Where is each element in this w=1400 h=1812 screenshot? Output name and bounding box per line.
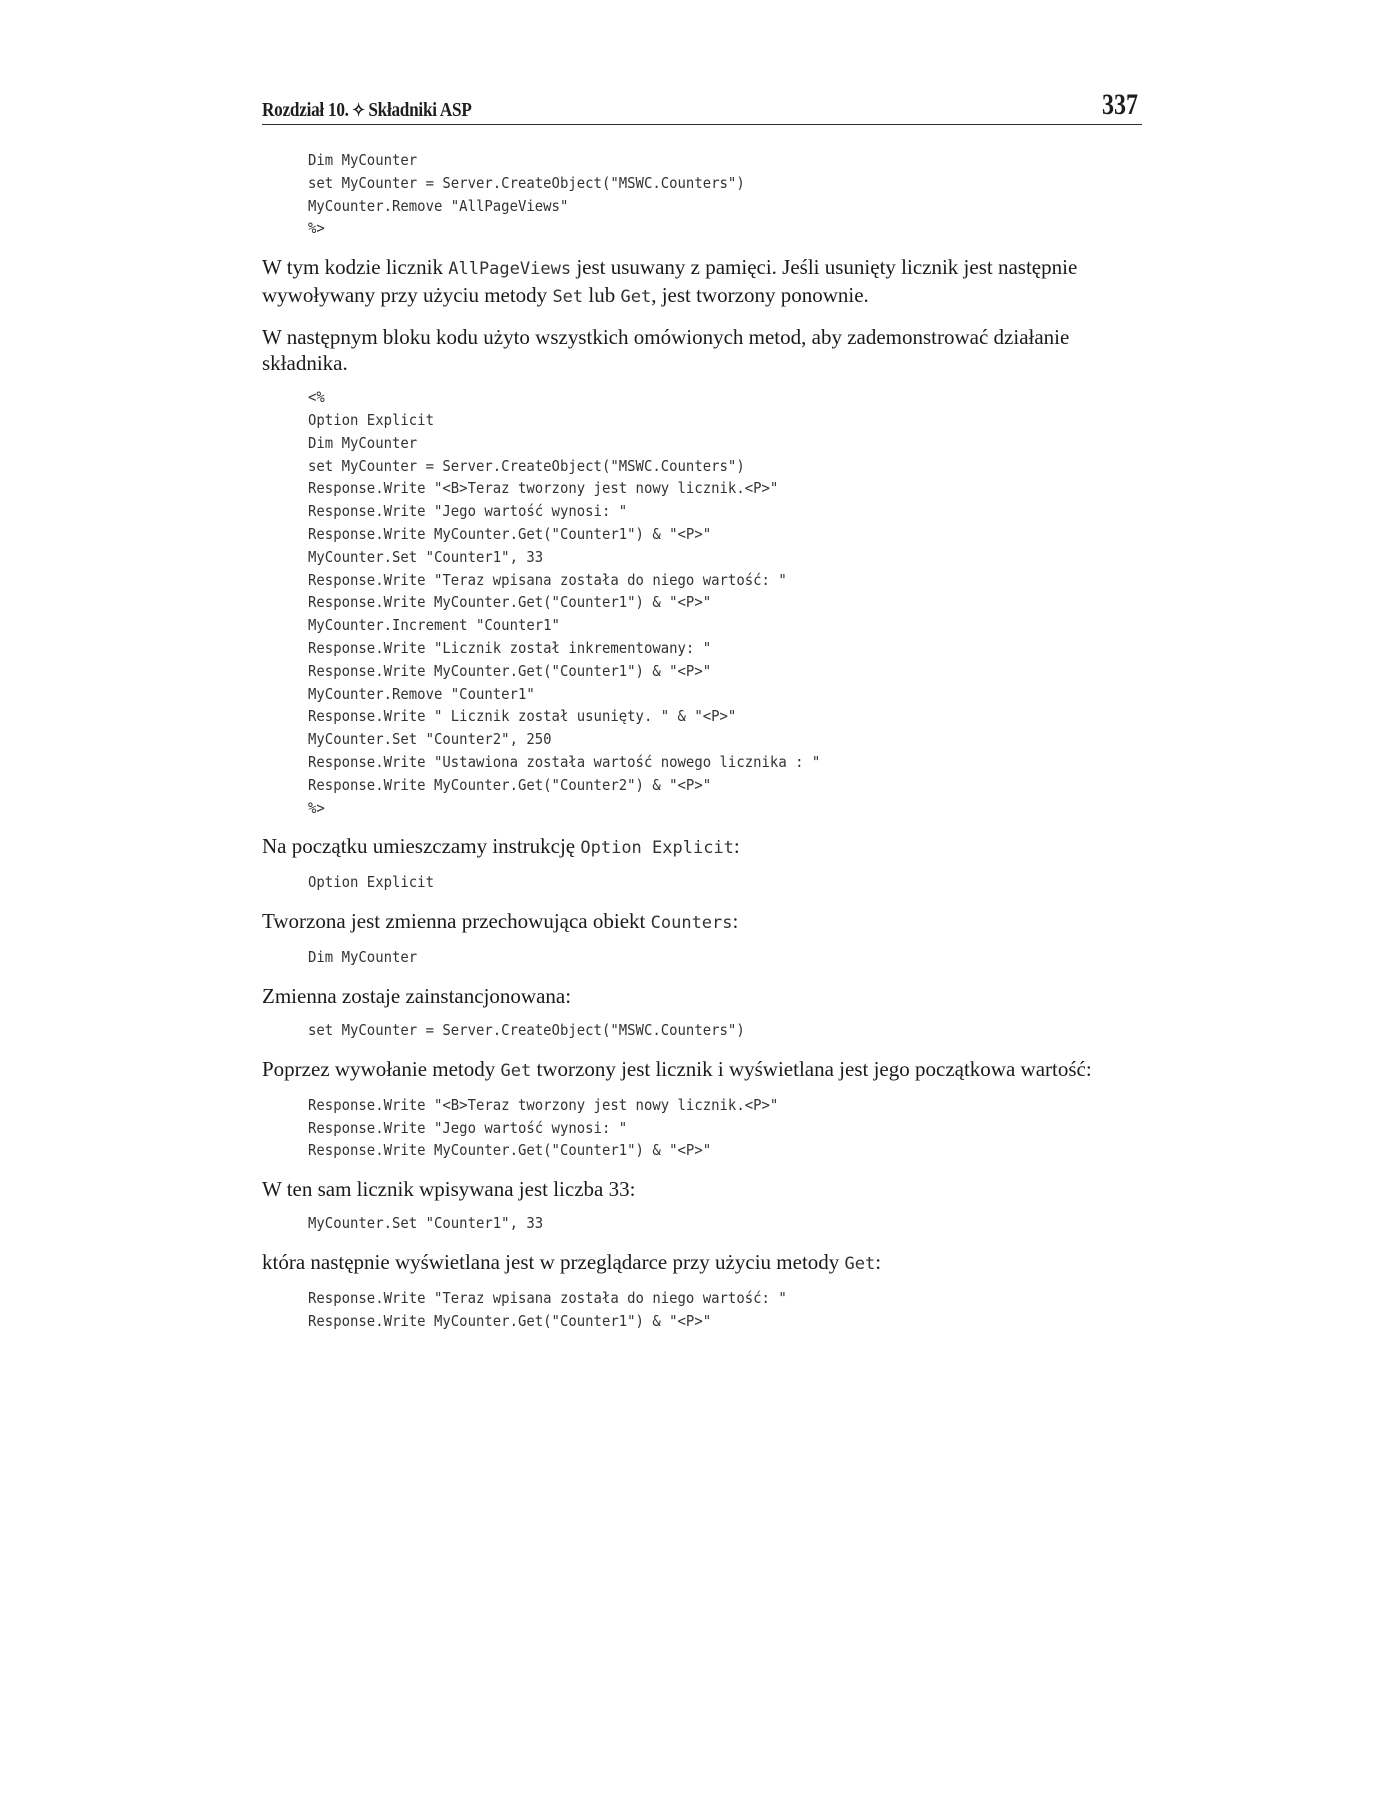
paragraph-remove-explanation: W tym kodzie licznik AllPageViews jest usuwany z pamięci. Jeśli usunięty licznik jest następnie wywoływany przy użyciu metody Set lub Get, jest tworzony ponownie. <box>262 255 1078 308</box>
paragraph-get-method: Poprzez wywołanie metody Get tworzony jest licznik i wyświetlana jest jego początkowa wartość: <box>262 1056 1092 1081</box>
paragraph-demo-intro: W następnym bloku kodu użyto wszystkich omówionych metod, aby zademonstrować działanie składnika. <box>262 325 1070 376</box>
code-block-dim: Dim MyCounter <box>308 948 418 967</box>
code-block-get-counter: Response.Write "<B>Teraz tworzony jest nowy licznik.<P>" Response.Write "Jego wartość wynosi: " Response.Write MyCounter.Get("Counter1") & "<P>" <box>308 1095 779 1160</box>
paragraph-create-variable: Tworzona jest zmienna przechowująca obiekt Counters: <box>262 909 739 934</box>
paragraph-instantiate: Zmienna zostaje zainstancjonowana: <box>262 983 572 1008</box>
page-content <box>262 125 1142 1333</box>
book-page <box>262 88 1142 1333</box>
paragraph-option-explicit: Na początku umieszczamy instrukcję Option Explicit: <box>262 834 740 859</box>
chapter-label: Rozdział 10. <box>262 99 349 121</box>
code-block-full-demo: <% Option Explicit Dim MyCounter set MyCounter = Server.CreateObject("MSWC.Counters") Response.Write "<B>Teraz tworzony jest nowy licznik.<P>" Response.Write "Jego wartość wynosi: " Response.Write MyCounter.Get("Counter1") & "<P>" MyCounter.Set "Counter1", 33 Response.Write "Teraz wpisana została do niego wartość: " Response.Write MyCounter.Get("Counter1") & "<P>" MyCounter.Increment "Counter1" Response.Write "Licznik został inkrementowany: " Response.Write MyCounter.Get("Counter1") & "<P>" MyCounter.Remove "Counter1" Response.Write " Licznik został usunięty. " & "<P>" MyCounter.Set "Counter2", 250 Response.Write "Ustawiona została wartość nowego licznika : " Response.Write MyCounter.Get("Counter2") & "<P>" %> <box>308 388 821 817</box>
code-block-option-explicit: Option Explicit <box>308 873 434 892</box>
running-header <box>262 88 1142 125</box>
paragraph-set-value: W ten sam licznik wpisywana jest liczba 33: <box>262 1177 636 1202</box>
diamond-separator-icon: ✧ <box>352 100 365 120</box>
chapter-title <box>262 99 472 122</box>
code-block-create-object: set MyCounter = Server.CreateObject("MSWC.Counters") <box>308 1020 745 1039</box>
section-label: Składniki ASP <box>368 99 472 121</box>
paragraph-display-value: która następnie wyświetlana jest w przeglądarce przy użyciu metody Get: <box>262 1249 882 1274</box>
code-block-set-counter: MyCounter.Set "Counter1", 33 <box>308 1214 544 1233</box>
code-block-remove-counter: Dim MyCounter set MyCounter = Server.CreateObject("MSWC.Counters") MyCounter.Remove "AllPageViews" %> <box>308 151 745 238</box>
page-number: 337 <box>1102 88 1138 121</box>
code-block-write-value: Response.Write "Teraz wpisana została do niego wartość: " Response.Write MyCounter.Get("Counter1") & "<P>" <box>308 1288 787 1330</box>
